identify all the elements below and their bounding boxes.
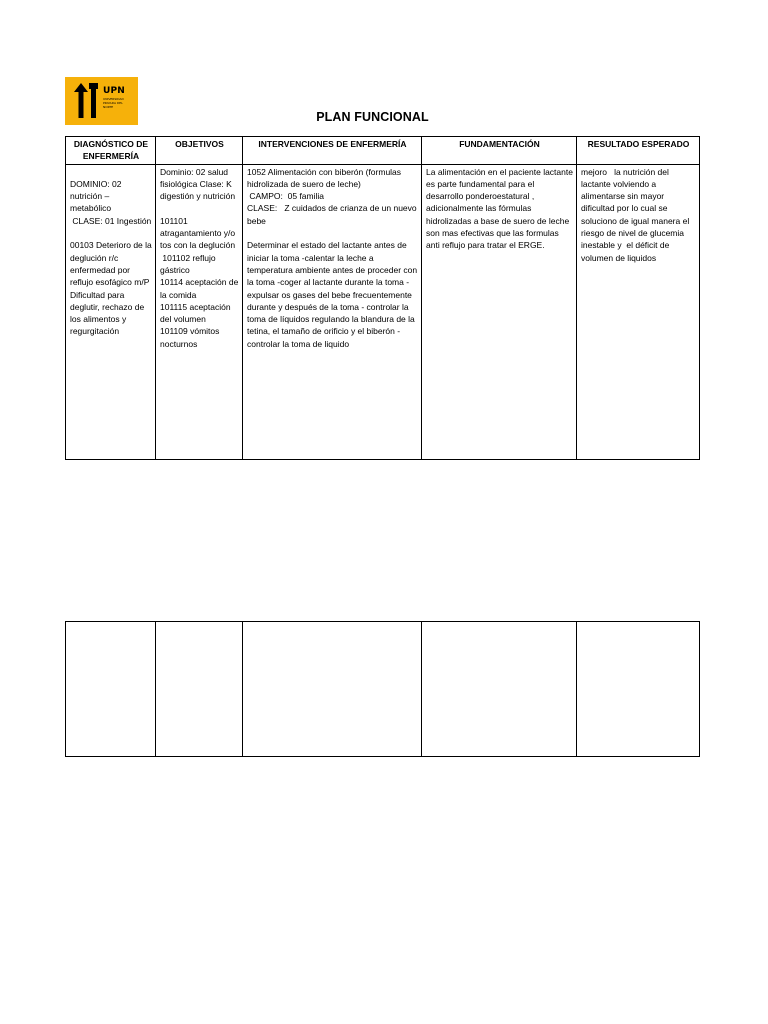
- header-diagnostico: DIAGNÓSTICO DE ENFERMERÍA: [66, 137, 156, 165]
- header-resultado: RESULTADO ESPERADO: [577, 137, 700, 165]
- empty-cell: [156, 622, 243, 757]
- header-objetivos: OBJETIVOS: [156, 137, 243, 165]
- table-row: [66, 622, 700, 757]
- empty-cell: [243, 622, 422, 757]
- header-intervenciones: INTERVENCIONES DE ENFERMERÍA: [243, 137, 422, 165]
- table-header-row: [66, 137, 700, 165]
- logo-brand: UPN: [103, 86, 126, 96]
- cell-resultado: mejoro la nutrición del lactante volviendo a alimentarse sin mayor dificultad por lo cual se soluciono de igual manera el riesgo de nivel de glucemia inestable y el déficit de volumen de liquidos: [577, 164, 700, 459]
- empty-cell: [577, 622, 700, 757]
- care-plan-table: [65, 136, 700, 460]
- cell-objetivos: Dominio: 02 salud fisiológica Clase: K digestión y nutrición 101101 atragantamiento y/o tos con la deglución 101102 reflujo gástrico 10114 aceptación de la comida 101115 aceptación del volumen 101109 vómitos nocturnos: [156, 164, 243, 459]
- empty-cell: [66, 622, 156, 757]
- logo-subtitle: UNIVERSIDAD PRIVADA DEL NORTE: [103, 97, 124, 109]
- cell-intervenciones: 1052 Alimentación con biberón (formulas hidrolizada de suero de leche) CAMPO: 05 familia CLASE: Z cuidados de crianza de un nuevo bebe Determinar el estado del lactante antes de iniciar la toma -calentar la leche a temperatura ambiente antes de proceder con la toma -coger al lactante durante la toma - expulsar os gases del bebe frecuentemente durante y después de la toma - controlar la toma de líquidos regulando la blandura de la tetina, el tamaño de orificio y el biberón -controlar la toma de liquido: [243, 164, 422, 459]
- page-title: PLAN FUNCIONAL: [316, 110, 429, 124]
- cell-diagnostico: DOMINIO: 02 nutrición – metabólico CLASE: 01 Ingestión 00103 Deterioro de la deglución r/c enfermedad por reflujo esofágico m/P Dificultad para deglutir, rechazo de los alimentos y regurgitación: [66, 164, 156, 459]
- empty-cell: [422, 622, 577, 757]
- cell-fundamentacion: La alimentación en el paciente lactante es parte fundamental para el desarrollo ponderoestatural , adicionalmente las fórmulas hidrolizadas a base de suero de leche son mas efectivas que las formulas anti reflujo para tratar el ERGE.: [422, 164, 577, 459]
- header-fundamentacion: FUNDAMENTACIÓN: [422, 137, 577, 165]
- empty-plan-table: [65, 621, 700, 757]
- table-row: [66, 164, 700, 459]
